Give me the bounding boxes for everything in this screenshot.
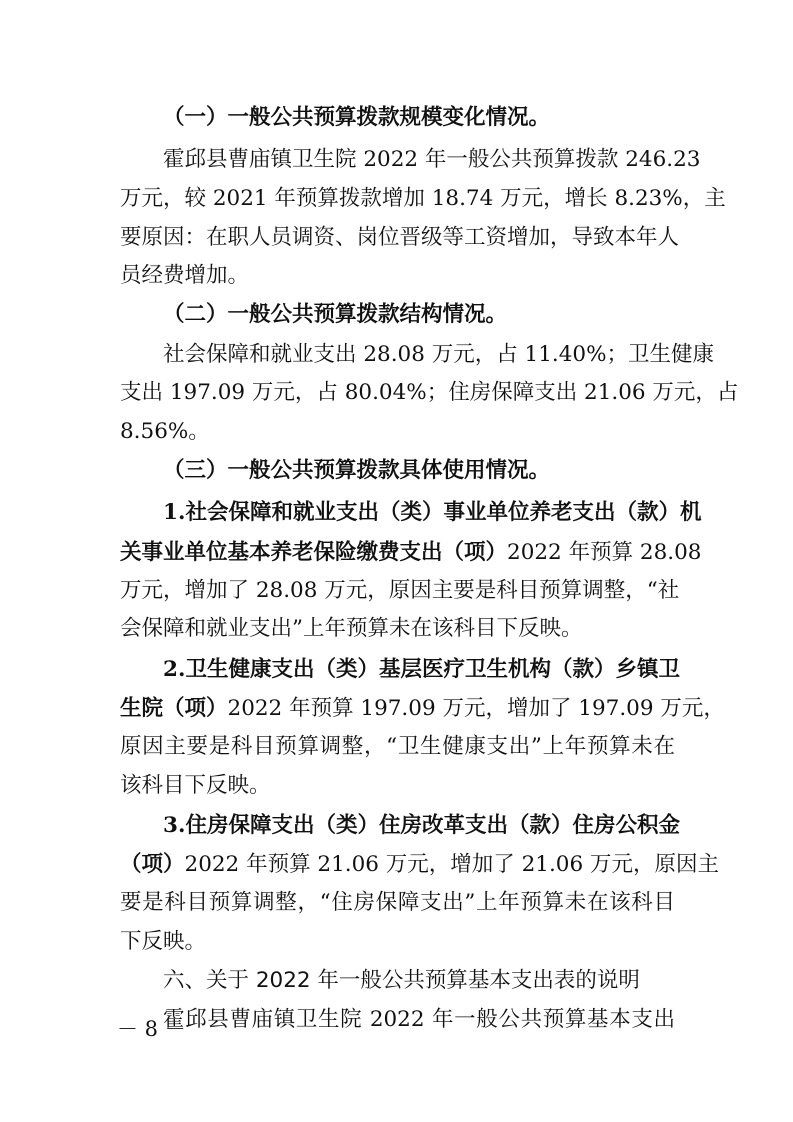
item-3-category: （项） [120,852,185,877]
paragraph-line: 该科目下反映。 [120,773,271,798]
paragraph-line: 社会保障和就业支出 28.08 万元，占 11.40%；卫生健康 [163,342,715,367]
item-1-title: 1.社会保障和就业支出（类）事业单位养老支出（款）机 [163,500,702,525]
item-3-budget: 2022 年预算 21.06 万元，增加了 21.06 万元，原因主 [184,852,720,877]
paragraph-line: 支出 197.09 万元，占 80.04%；住房保障支出 21.06 万元，占 [120,380,739,405]
item-1-category: 关事业单位基本养老保险缴费支出（项） [120,540,508,565]
section-heading-6: 六、关于 2022 年一般公共预算基本支出表的说明 [163,968,640,993]
paragraph-line: 原因主要是科目预算调整，“卫生健康支出”上年预算未在 [120,734,675,759]
item-2-category: 生院（项） [120,696,228,721]
paragraph-line: 下反映。 [120,929,207,954]
paragraph-line: 要是科目预算调整，“住房保障支出”上年预算未在该科目 [120,890,675,915]
paragraph-line: 万元，较 2021 年预算拨款增加 18.74 万元，增长 8.23%，主 [120,186,726,211]
item-3-line-2 [120,846,720,884]
paragraph-line: 要原因：在职人员调资、岗位晋级等工资增加，导致本年人 [120,225,680,250]
paragraph-line: 会保障和就业支出”上年预算未在该科目下反映。 [120,616,583,641]
page-number: － 8 － [117,1017,186,1041]
item-3-title: 3.住房保障支出（类）住房改革支出（款）住房公积金 [163,813,680,838]
paragraph-line: 员经费增加。 [120,263,250,288]
item-1-line-2 [120,534,702,572]
paragraph-line: 霍邱县曹庙镇卫生院 2022 年一般公共预算拨款 246.23 [163,147,701,172]
paragraph-line: 8.56%。 [120,419,210,444]
section-heading-1: （一）一般公共预算拨款规模变化情况。 [163,105,551,130]
section-heading-3: （三）一般公共预算拨款具体使用情况。 [163,458,551,483]
item-2-line-2 [120,690,725,728]
item-1-budget: 2022 年预算 28.08 [507,540,702,565]
section-heading-2: （二）一般公共预算拨款结构情况。 [163,302,508,327]
paragraph-line: 万元，增加了 28.08 万元，原因主要是科目预算调整，“社 [120,578,680,603]
item-2-title: 2.卫生健康支出（类）基层医疗卫生机构（款）乡镇卫 [163,657,680,682]
item-2-budget: 2022 年预算 197.09 万元，增加了 197.09 万元， [227,696,725,721]
paragraph-line: 霍邱县曹庙镇卫生院 2022 年一般公共预算基本支出 [163,1007,675,1032]
